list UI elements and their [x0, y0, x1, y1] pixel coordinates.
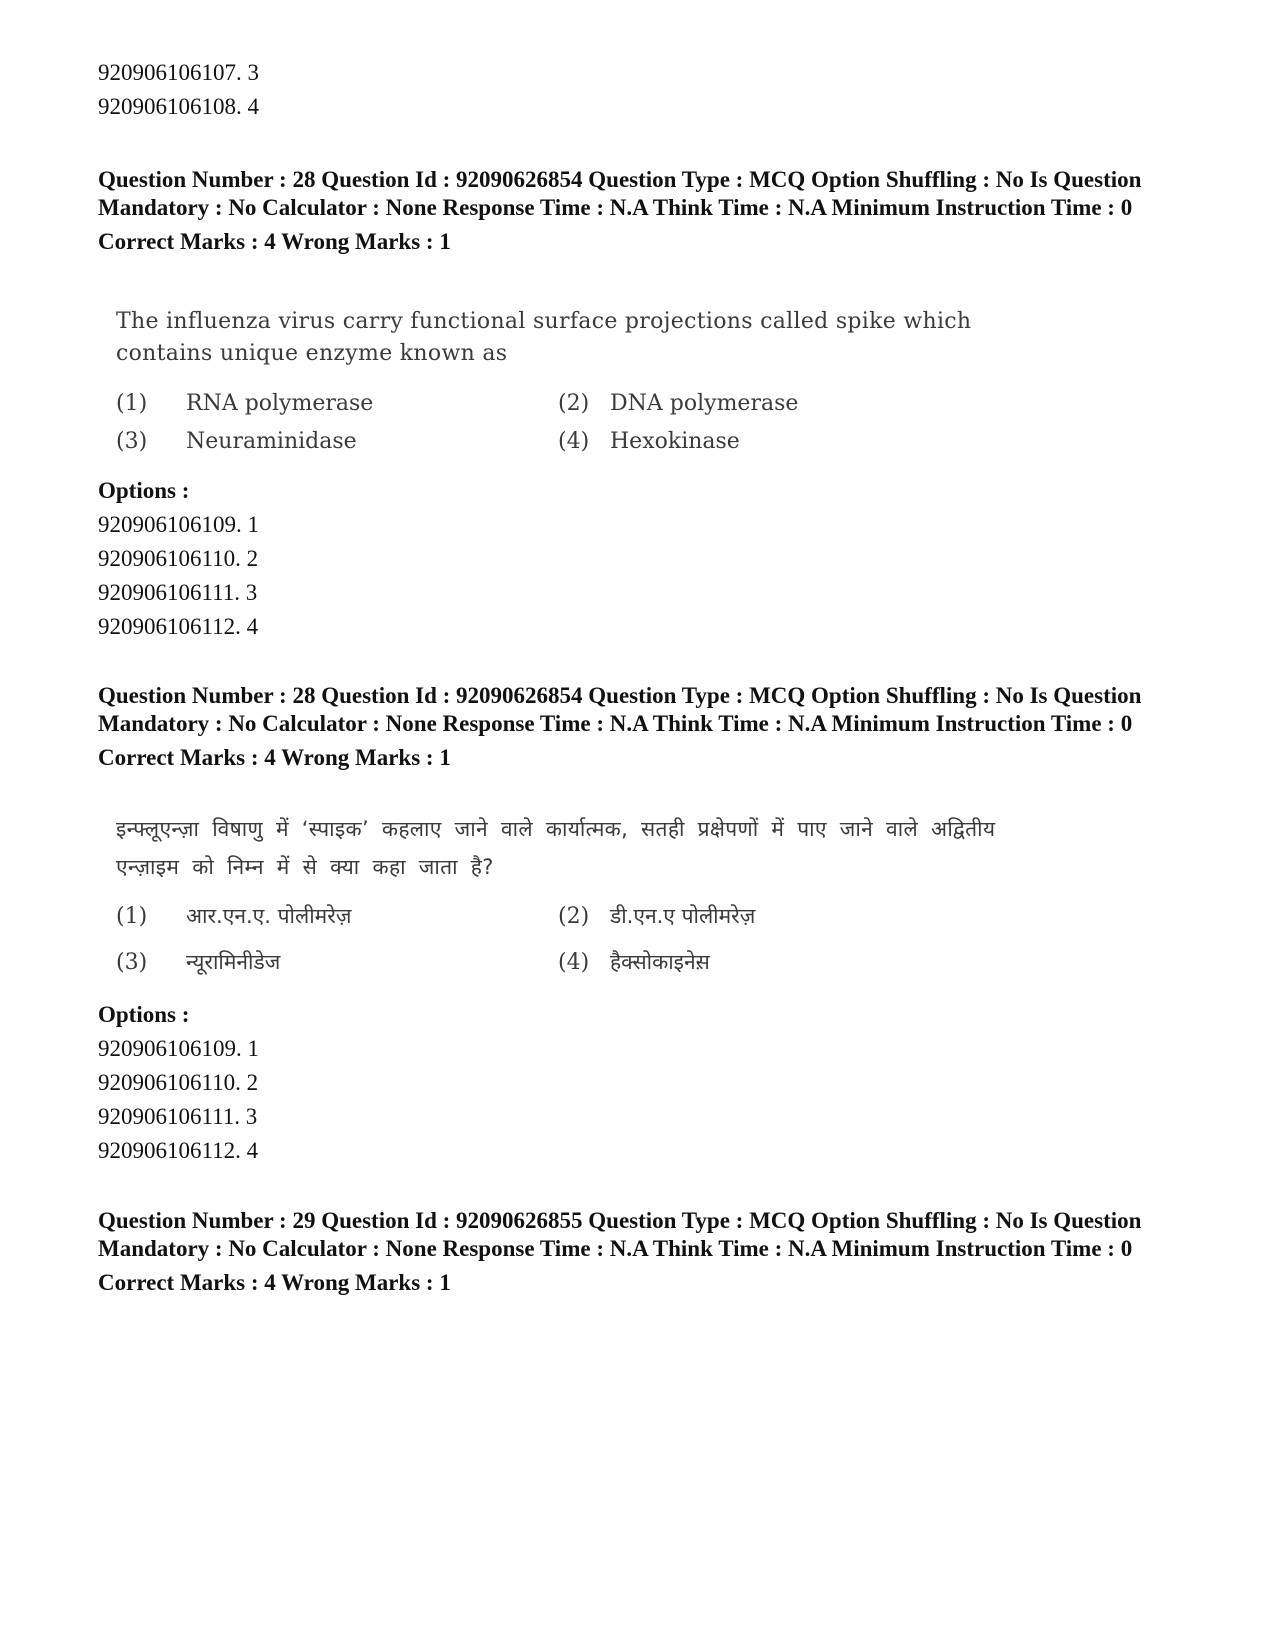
question-body-q28-en — [116, 306, 1056, 468]
choice-number: (4) — [558, 429, 590, 454]
choice-1 — [116, 900, 351, 933]
options-title: Options : — [98, 478, 190, 503]
choice-2 — [558, 900, 755, 933]
choice-number: (3) — [116, 950, 148, 975]
choice-grid — [116, 388, 1056, 468]
choice-number: (4) — [558, 950, 590, 975]
choice-text: Neuraminidase — [186, 429, 357, 454]
question-marks: Correct Marks : 4 Wrong Marks : 1 — [98, 745, 451, 770]
option-line: 920906106112. 4 — [98, 1138, 259, 1163]
choice-number: (1) — [116, 904, 148, 929]
choice-text: आर.एन.ए. पोलीमरेज़ — [186, 904, 352, 928]
option-line: 920906106112. 4 — [98, 614, 259, 639]
question-header-q29 — [98, 1207, 1188, 1297]
question-body-q28-hi — [116, 810, 1056, 996]
choice-4 — [558, 426, 740, 458]
option-line: 920906106110. 2 — [98, 1070, 259, 1095]
options-title: Options : — [98, 1002, 190, 1027]
choice-number: (3) — [116, 429, 148, 454]
choice-text: डी.एन.ए पोलीमरेज़ — [610, 904, 756, 928]
question-header-q28-hi — [98, 682, 1188, 772]
option-line: 920906106108. 4 — [98, 94, 259, 119]
choice-3 — [116, 426, 357, 458]
choice-4 — [558, 946, 710, 979]
option-line: 920906106111. 3 — [98, 580, 258, 605]
options-list-q28-hi — [98, 998, 1188, 1168]
choice-number: (2) — [558, 904, 590, 929]
question-meta: Question Number : 28 Question Id : 92090626854 Question Type : MCQ Option Shuffling : No Is Question Mandatory : No Calculator : None Response Time : N.A Think Time : N.A Minimum Instruction Time : 0 — [98, 167, 1142, 220]
choice-text: हैक्सोकाइनेस़ — [610, 950, 710, 974]
option-line: 920906106111. 3 — [98, 1104, 258, 1129]
choice-text: न्यूरामिनीडेज — [186, 950, 281, 974]
choice-1 — [116, 388, 373, 420]
question-marks: Correct Marks : 4 Wrong Marks : 1 — [98, 1270, 451, 1295]
choice-text: DNA polymerase — [610, 391, 799, 416]
question-header-q28-en — [98, 166, 1188, 256]
options-list-q28-en — [98, 474, 1188, 644]
choice-number: (2) — [558, 391, 590, 416]
choice-grid — [116, 900, 1056, 996]
choice-text: Hexokinase — [610, 429, 740, 454]
question-text: इन्फ्लूएन्ज़ा विषाणु में ‘स्पाइक’ कहलाए जाने वाले कार्यात्मक, सतही प्रक्षेपणों में पाए जाने वाले अद्वितीय एन्ज़ाइम को निम्न में से क्या कहा जाता है? — [116, 817, 996, 879]
question-meta: Question Number : 29 Question Id : 92090626855 Question Type : MCQ Option Shuffling : No Is Question Mandatory : No Calculator : None Response Time : N.A Think Time : N.A Minimum Instruction Time : 0 — [98, 1208, 1142, 1261]
previous-options-list — [98, 56, 1188, 124]
question-text: The influenza virus carry functional surface projections called spike which contains unique enzyme known as — [116, 309, 972, 366]
option-line: 920906106109. 1 — [98, 1036, 259, 1061]
choice-2 — [558, 388, 798, 420]
question-meta: Question Number : 28 Question Id : 92090626854 Question Type : MCQ Option Shuffling : No Is Question Mandatory : No Calculator : None Response Time : N.A Think Time : N.A Minimum Instruction Time : 0 — [98, 683, 1142, 736]
option-line: 920906106109. 1 — [98, 512, 259, 537]
choice-3 — [116, 946, 280, 979]
question-marks: Correct Marks : 4 Wrong Marks : 1 — [98, 229, 451, 254]
choice-text: RNA polymerase — [186, 391, 374, 416]
choice-number: (1) — [116, 391, 148, 416]
option-line: 920906106107. 3 — [98, 60, 259, 85]
option-line: 920906106110. 2 — [98, 546, 259, 571]
